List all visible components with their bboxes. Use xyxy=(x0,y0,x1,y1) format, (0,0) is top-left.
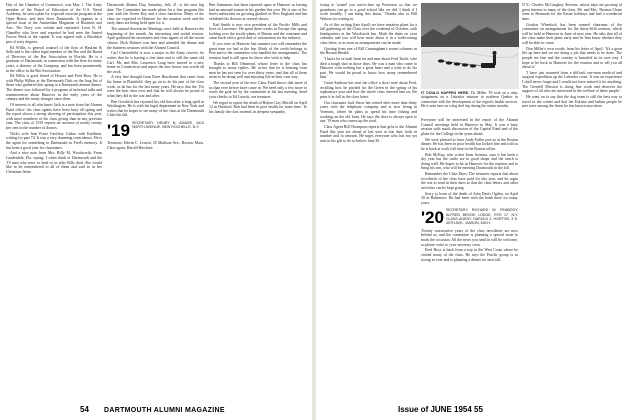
right-column-2 xyxy=(421,118,518,401)
paragraph: And a nice note from Mrs. Billy M. Woodworth. From Lauderdale, Fla. saying: I often think of Dartmouth and the '19 men who were so kind to us after Billy died. She would like to be remembered to all of them and said so in her Christmas letter. xyxy=(6,151,102,174)
paragraph: If you were at Hanover last summer you will remember the great time we had at the Inn. Much of the credit belongs to Pete and to the committee who handled the arrangements. The reunion fund is still open for those who wish to help. xyxy=(209,42,307,60)
paragraph: Dartmouth Alumni Day, Saturday, July 21, is the next big date. The Committee has made plans for a fine program this year with the Green Key and a class luncheon. Many of the class are expected in Hanover for the reunion week and the early dates are being held open for it. xyxy=(107,3,204,26)
left-page xyxy=(0,0,312,420)
paragraph: Fred Hoyt is back from a trip to the West Coast where he visited many of the class. He says the Pacific group is as strong as ever and is planning a dinner for next fall. xyxy=(421,248,518,262)
paragraph: N.Y.; Charles McCaughey Stevens, whose trips are proving of great interest to many of the class. Mr. and Mrs. Thomas Chase went to Bermuda for the Easter holidays and had a wonderful time. xyxy=(522,3,622,21)
magazine-title-footer: DARTMOUTH ALUMNI MAGAZINE xyxy=(104,407,225,414)
paragraph: Class Agent Bill Thompson reports that gifts to the Alumni Fund this year are ahead of last year at this date, both in number and in amount. He urges everyone who has not yet sent in his gift to do so before June 30. xyxy=(320,124,417,143)
paragraph: Our classmate Jack Snow has retired after more than thirty years with the telephone company and is now living in Vermont, where he plans to spend his time fishing and working on the old farm. He says the door is always open to any '19 man who comes up the road. xyxy=(320,100,417,124)
class-year-block xyxy=(107,121,204,139)
class-secretary-heading: SECRETARY, HENRY N. ADAMS, 1613 NORTH AVENUE, NEW ROCHELLE, N.Y. xyxy=(131,121,204,130)
paragraph: Of interest to all who knew Jack is a note from the Alumni Fund office: his class agents have been busy all spring and the report shows a strong showing of participation this year, with more members of the class giving than in any previous year. The class of 1919 reports an increase of nearly twenty per cent in the number of donors. xyxy=(6,103,102,130)
paragraph: Ben Goodrich has rejoined his old firm after a long spell in Washington. He is with the legal department in New York and writes that he hopes to see many of the class at the Dartmouth Club this fall. xyxy=(107,99,204,118)
paragraph: Gordon Wheelock has been named chairman of the committee on arrangements for the thirty-fifth reunion, which will be held in Hanover in June of next year. He asks that all of the class make their plans early and let him know whether they will be able to come. xyxy=(522,22,622,45)
paragraph: Ed Willis, is general counsel of the firm of Haskins & Sells and is the oldest legal member of the Bar and the Board of Directors of the Bar Association in Florida. He is a graduate of Dartmouth, in connection with the firm for many years, a director of the Company, and has been prominently in the office in the Bar Association. xyxy=(6,45,102,73)
paragraph: Sorry to learn of the death of John Davis Ogden, on April 30 in Baltimore. He had been with the bank there for many years. xyxy=(421,191,518,205)
paragraph: Carl Chesterfield is now a major in the Army reserve; he writes that he is having a fine time and is still the same old Carl. Mr. and Mrs. Lawrence Long have moved to a new home in Connecticut and report the new house was worth all the work. xyxy=(107,51,204,74)
paragraph: Thanks to Bill Olmstead, whose letter to the class has brought so many replies. He writes that he is hearing from men he has not seen for over thirty years, and that all of them seem to be doing well and enjoying life in their own way. xyxy=(209,61,307,80)
paragraph: Quoting from one of Bill Cunningham's recent columns in the Boston Herald: xyxy=(320,46,417,56)
class-year-numeral: '19 xyxy=(107,121,130,139)
paragraph: A very fine thought from Dave Hawthorne that came from his home in Plainfield: they go on to do his part of the class work, as he has for the last many years. He says that the '19s were the best class ever and that he will always be proud of what they did in the war and after. xyxy=(107,75,204,98)
left-column-1 xyxy=(6,3,102,401)
class-year-block xyxy=(421,208,518,226)
paragraph: We were pleased to have Andy Fuller join us at the Boston dinner. He has been in poor health but looked fine and told us he is back at work full time in the Boston office. xyxy=(421,137,518,151)
page-number-left: 54 xyxy=(80,405,89,414)
right-column-3 xyxy=(522,3,622,401)
issue-date-footer: Issue of JUNE 1954 xyxy=(398,405,472,414)
paragraph: The annual Secretaries Meetings were held at Hanover the beginning of the month. An interesting and useful session. April gathered the secretaries and class agents of all the recent classes. Dick Holmes was here and attended the dinner and the business sessions with the Alumni Council. xyxy=(107,27,204,50)
right-page xyxy=(316,0,628,420)
paragraph: Everyone will be interested in the report of the Alumni Council meetings held in Hanover in May. It was a busy session with much discussion of the Capital Fund and of the plans for the College in the years ahead. xyxy=(421,118,518,136)
paragraph: Don Miller's own words, from his letter of April: 'It's a great life up here and we are doing a job that needs to be done. The people are fine and the country is beautiful in its own way. I hope to be back in Hanover for the reunion and to tell you all about it.' xyxy=(522,46,622,70)
paragraph: Bob McKay, who writes from Arizona, says it has been a dry year but the cattle are in good shape and the ranch is doing well. He hopes to be in Hanover for the reunion and to bring his son, who will be entering Dartmouth in the fall. xyxy=(421,152,518,171)
paragraph: trying to 'sound' you out-to-face up Princeton so that we grandsons can go to a good school like we did. I think if I work steadily, I can bring this about.' Thanks also to Bill Watson for writing in. xyxy=(320,3,417,21)
left-column-3 xyxy=(209,3,307,401)
right-column-1 xyxy=(320,3,417,401)
caption-body: Dr. Miller '19 took on a risky assignment on a Labrador mission in northern Quebec in connection with the development of the region's health services. He is seen here on a dog sled trip during the winter months. xyxy=(421,91,518,108)
paragraph: 'I had a lot of mail from far and near about Fred Tuttle, who died a tough shot in those days. He was a man who came to Hanover with nothing but a great heart and a wish to do his part. He would be proud to know how many remembered him.' xyxy=(320,57,417,80)
caption-lead: IT COULD HAPPEN HERE: xyxy=(421,91,470,95)
paragraph: The second year of the new Class Fund shows that more of us than ever before have come in. We need only a few more to reach the goal set by the committee at the last meeting. Send your checks to Ed Leavitt, our treasurer. xyxy=(209,81,307,100)
class-secretary-heading: SECRETARY, RICHARD W. PEABODY, ALFRED BROOK LODGE, RYE 17, N.Y. CLASS AGENT, HAROLD J. HORTON, 3 E. 45TH AVE., MASON, MICH. xyxy=(445,208,518,226)
dog-sled-photo xyxy=(421,3,519,89)
paragraph: As of this writing (late April) we have tentative plans for a fall gathering of the Class over the weekend of October, with headquarters at the Woodstock Inn. Mark the dates on your calendar and you will hear more about it in a forthcoming class letter, or as soon as arrangements can be made. xyxy=(320,22,417,45)
paragraph: Ed Willis is good friend of Horace and Fred Ross. He is with Philip Wilbur at the Dartmouth Club on the long list of those who gathered this spring at a Dartmouth alumni dinner. The dinner was followed by a program of informal talks and reminiscences about Hanover in the early years of the century and the many changes since then. xyxy=(6,74,102,102)
photo-caption xyxy=(421,91,518,108)
paragraph: He went on to say that the dog team is still the best way to travel in the winter and that the Eskimo and Indian people he met were among the finest he has known anywhere. xyxy=(522,95,622,109)
photo-illustration xyxy=(421,3,519,89)
left-column-2 xyxy=(107,3,204,401)
class-year-numeral: '20 xyxy=(421,208,444,227)
paragraph: 'I have just returned from a difficult one-man medical and surgical expedition up the Labrador coast. It was an experience I shall never forget and I would not have missed it for anything. The Grenfell Mission is doing fine work and deserves the support of all who are interested in the welfare of these people.' xyxy=(522,70,622,94)
paragraph: Twenty consecutive years of the class newsletter are now behind us, and the committee is planning a special issue to mark the occasion. All the news you send in will be welcome, so please write to your secretary soon. xyxy=(421,228,518,247)
paragraph: Remember the Class Dues. The treasurer reports that about two-thirds of the class have paid for this year, and he urges the rest to send in their dues so that the class letters and other activities can be kept going. xyxy=(421,172,518,190)
paragraph: Grant Sanborn has sent the office a short note about Fred, recalling how he pitched for the Green in the spring of his sophomore year and how the whole class cheered him on. We print it in full in the class letter. xyxy=(320,81,417,100)
page-number-right: 55 xyxy=(474,405,483,414)
paragraph: Treasurer, Edwin C. Leavitt, 35 Madison Ave., Boston, Mass. Class agent, Harold Hawkins. xyxy=(107,141,204,150)
paragraph: We regret to report the death of Robert Guy Merrill on April 12 in Hartford. Bob had been in poor health for some time. To his family the class extends its deepest sympathy. xyxy=(209,100,307,114)
paragraph: Earl Smith is now vice president of the Pacific Mills and lives in Lawrence. He spent three weeks in Europe this spring looking over the textile plants of Britain and the continent and came back with a good deal of information for the industry. xyxy=(209,22,307,41)
paragraph: Nick's wife Jean Foote Geoffrey Cathro with Kathleen, writing for part 74. It was a very charming coincidence. He is the agent for something to Dartmouth in Fred's memory. It has been a good year for classmates. xyxy=(6,131,102,150)
paragraph: Ben Gammons has been reported upon at Hanover as having had an unusual season in his garden this year. He is one of the finest authorities on growing gladioli in New England and has exhibited his flowers at several shows. xyxy=(209,3,307,21)
paragraph: Day of the Chamber of Commerce, was May 1. The Army member of the Board of Education of the U.S. Naval Academy, he sent a plan for a special exercise program at the Open House, and later drew Dartmouth. It appears in a special issue of the Amsterdam Magazine of Business and Arts. The Navy was written and reprinted. Leon N. H. Chandler who lives and reported he had seen the Armed Forces Week at the capital. It was signed with a Brooklyn pen of sixty degrees. xyxy=(6,3,102,44)
